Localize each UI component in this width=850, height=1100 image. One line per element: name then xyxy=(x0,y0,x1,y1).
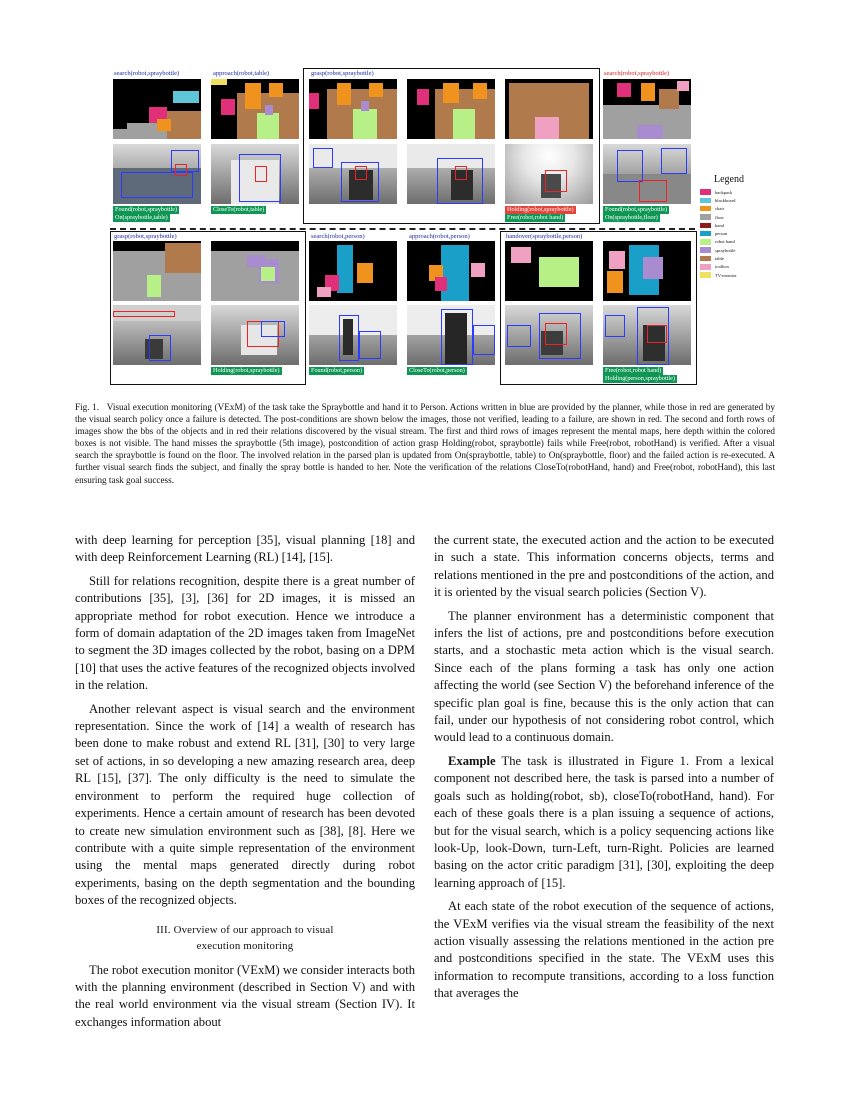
robot-view-photo xyxy=(309,144,397,204)
robot-view-photo xyxy=(309,305,397,365)
legend-title: Legend xyxy=(714,174,744,185)
mental-map xyxy=(211,241,299,301)
action-caption: search(robot,spraybottle) xyxy=(604,70,670,77)
left-column xyxy=(75,532,415,1037)
legend-swatch xyxy=(700,198,711,204)
postcondition-tag: Free(robot,robot hand) xyxy=(605,367,662,374)
action-caption: approach(robot,person) xyxy=(409,233,470,240)
action-caption: grasp(robot,spraybottle) xyxy=(311,70,374,77)
legend-item: backpack xyxy=(700,188,758,196)
postcondition-tag: CloseTo(robot,person) xyxy=(409,367,465,374)
mental-map xyxy=(309,79,397,139)
legend-item: person xyxy=(700,229,758,237)
mental-map xyxy=(505,79,593,139)
postcondition-tag: Found(robot,person) xyxy=(311,367,363,374)
legend-item: toolbox xyxy=(700,263,758,271)
robot-view-photo xyxy=(407,144,495,204)
postcondition-tag: On(spraybottle,table) xyxy=(115,214,168,221)
legend-item: chair xyxy=(700,205,758,213)
paragraph: with deep learning for perception [35], visual planning [18] and with deep Reinforcement Learning (RL) [14], [15]. xyxy=(75,533,415,565)
row-divider xyxy=(110,228,695,230)
legend-swatch xyxy=(700,189,711,195)
action-caption: approach(robot,table) xyxy=(213,70,270,77)
legend-swatch xyxy=(700,239,711,245)
legend-swatch xyxy=(700,206,711,212)
robot-view-photo xyxy=(603,305,691,365)
legend-swatch xyxy=(700,256,711,262)
paragraph: Another relevant aspect is visual search and the environment representation. Since the work of [14] a wealth of research has been done to make robust and extend RL [31], [30] to very large set of actions, in so developing a new amazing research area, deep RL [15], [37]. The only difficulty is the need to simulate the environment to perform the required huge collection of experiments. Hence a certain amount of research has been devoted to create new simulation environment such as [38], [8]. Here we contribute with a quite simple representation of the environment using the mental maps generated directly during robot experiments, basing on the depth segmentation and the bounding boxes of the recognized objects. xyxy=(75,701,415,908)
paragraph: Still for relations recognition, despite there is a great number of contributions [35], [3], [36] for 2D images, it is missed an appropriate method for robot execution. Hence we introduce a form of domain adaptation of the 2D images taken from ImageNet to segment the 3D images collected by the robot, basing on a DPM [10] that uses the active features of the recognized objects involved in the relation. xyxy=(75,573,415,693)
legend-swatch xyxy=(700,247,711,253)
mental-map xyxy=(211,79,299,139)
action-caption: grasp(robot,spraybottle) xyxy=(114,233,177,240)
mental-map xyxy=(505,241,593,301)
legend-swatch xyxy=(700,264,711,270)
robot-view-photo xyxy=(407,305,495,365)
legend-item: robot hand xyxy=(700,238,758,246)
legend-swatch xyxy=(700,214,711,220)
robot-view-photo xyxy=(211,305,299,365)
postcondition-tag: Holding(person,spraybottle) xyxy=(605,375,675,382)
figure-label: Fig. 1. xyxy=(75,402,100,412)
postcondition-tag: Free(robot,robot hand) xyxy=(507,214,564,221)
robot-view-photo xyxy=(505,144,593,204)
postcondition-tag: Found(robot,spraybottle) xyxy=(115,206,178,213)
postcondition-tag-failed: Holding(robot,spraybottle) xyxy=(507,206,574,213)
action-caption: search(robot,spraybottle) xyxy=(114,70,180,77)
legend-item: spraybottle xyxy=(700,246,758,254)
paragraph: The planner environment has a deterministic component that infers the list of actions, pre and postconditions before execution starts, and a stochastic meta action which is the visual search. Since each of the plans forming a task has only one action affecting the world (see Section V) the beforehand inference of the specific plan goal is fine, because this is the only action that can fail, under our hypothesis of not considering robot control, which would lead to a continuous domain. xyxy=(434,608,774,745)
mental-map xyxy=(113,79,201,139)
robot-view-photo xyxy=(113,305,201,365)
legend-item: table xyxy=(700,254,758,262)
right-column xyxy=(434,532,774,1009)
mental-map xyxy=(309,241,397,301)
example-label: Example xyxy=(448,753,496,768)
mental-map xyxy=(407,241,495,301)
robot-view-photo xyxy=(211,144,299,204)
mental-map xyxy=(603,79,691,139)
figure-caption-text: Visual execution monitoring (VExM) of the task take the Spraybottle and hand it to Person. Actions written in blue are provided by the planner, while those in red are generated by the visual search policy once a failure is detected. The post-conditions are shown below the images, those not verified, leading to a failure, are shown in red. The second and forth rows of images show the bbs of the objects and in red their relations discovered by the visual stream. The first and third rows of images represent the mental maps, here depth within the colored boxes is not visible. The hand misses the spraybottle (5th image), postcondition of action grasp Holding(robot, spraybottle) fails while Free(robot, robotHand) is verified. After a visual search the spraybottle is found on the floor. The involved relation in the parsed plan is updated from On(spraybottle, table) to On(spraybottle, floor) and the failed action is re-executed. A further visual search finds the subject, and finally the spray bottle is handed to her. Note the verification of the relations CloseTo(robotHand, hand) and Free(robot, robotHand), this last ensuring task goal success. xyxy=(75,402,775,485)
legend-item: blackboard xyxy=(700,196,758,204)
postcondition-tag: On(spraybottle,floor) xyxy=(605,214,658,221)
legend-swatch xyxy=(700,223,711,229)
section-heading: III. Overview of our approach to visual execution monitoring xyxy=(156,923,334,952)
figure-caption xyxy=(75,401,775,486)
paragraph: At each state of the robot execution of the sequence of actions, the VExM verifies via the visual stream the feasibility of the next action visually assessing the relations mentioned in the action pre and postconditions specified in the state. The VExM uses this information to recompute transitions, according to a loss function that averages the xyxy=(434,899,774,1001)
action-caption: handover(spraybottle,person) xyxy=(506,233,583,240)
paragraph: the current state, the executed action and the action to be executed in such a state. This information concerns objects, terms and relations mentioned in the pre and postconditions of the action, and it is oriented by the visual search policies (Section V). xyxy=(434,533,774,600)
paragraph: Example The task is illustrated in Figure 1. From a lexical component not described here, the task is parsed into a number of goals such as holding(robot, sb), closeTo(robotHand, hand). For each of these goals there is a plan issuing a sequence of actions, but for the visual search, which is a policy sequencing actions like look-Up, look-Down, turn-Left, turn-Right. Policies are learned basing on the actor critic paradigm [31], [30], exploiting the deep learning approach of [15]. xyxy=(434,753,775,890)
legend-swatch xyxy=(700,272,711,278)
postcondition-tag: CloseTo(robot,table) xyxy=(213,206,265,213)
robot-view-photo xyxy=(505,305,593,365)
legend-swatch xyxy=(700,231,711,237)
mental-map xyxy=(603,241,691,301)
postcondition-tag: Found(robot,spraybottle) xyxy=(605,206,668,213)
robot-view-photo xyxy=(113,144,201,204)
action-caption: search(robot,person) xyxy=(311,233,365,240)
legend-item: hand xyxy=(700,221,758,229)
legend-item: floor xyxy=(700,213,758,221)
postcondition-tag: Holding(robot,spraybottle) xyxy=(213,367,280,374)
paragraph: The robot execution monitor (VExM) we consider interacts both with the planning environment (described in Section V) and with the real world environment via the visual stream (Section IV). It exchanges information about xyxy=(75,962,415,1029)
mental-map xyxy=(407,79,495,139)
mental-map xyxy=(113,241,201,301)
legend-item: TV-monitor xyxy=(700,271,758,279)
robot-view-photo xyxy=(603,144,691,204)
figure-legend xyxy=(700,174,758,279)
